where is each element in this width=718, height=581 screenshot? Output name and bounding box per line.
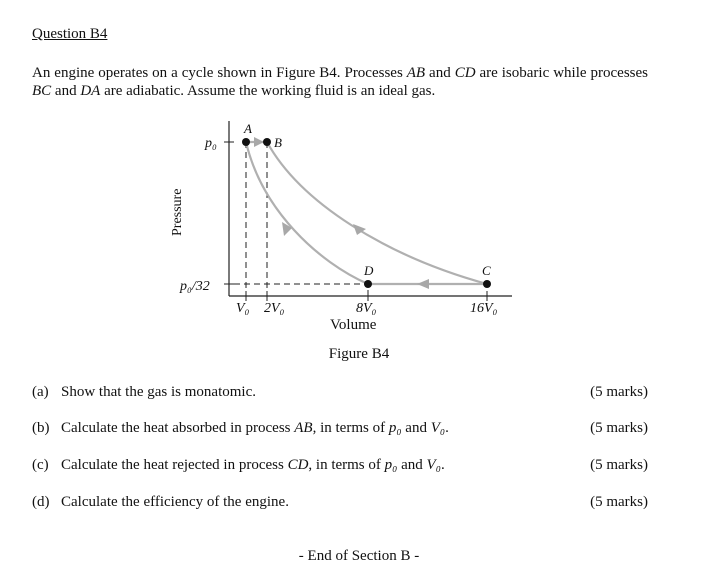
arrow-da — [282, 222, 292, 236]
part-d-label: (d) — [32, 494, 50, 510]
intro-text-3: are isobaric while processes — [475, 65, 648, 81]
part-d-text: Calculate the efficiency of the engine. — [61, 494, 289, 510]
part-c-pre: Calculate the heat rejected in process — [61, 457, 288, 473]
arrow-ab — [254, 137, 264, 147]
part-c-label: (c) — [32, 457, 49, 473]
point-d-dot — [364, 280, 372, 288]
point-b-dot — [263, 138, 271, 146]
part-c-v0: V₀ — [426, 457, 441, 473]
pressure-top-label: p₀ — [205, 136, 217, 151]
intro-da: DA — [80, 83, 101, 99]
x-tick-label-2v0: 2V₀ — [264, 301, 285, 316]
x-tick-label-8v0: 8V₀ — [356, 301, 377, 316]
arrow-cd — [417, 279, 429, 289]
y-axis-title: Pressure — [170, 188, 185, 236]
part-b-v0: V₀ — [430, 420, 446, 436]
part-b-and: and — [401, 420, 431, 436]
process-da-curve — [246, 142, 368, 284]
x-tick-label-16v0: 16V₀ — [470, 301, 498, 316]
part-b-process: AB — [294, 420, 313, 436]
part-b-p0: p₀ — [388, 420, 402, 436]
part-d-marks: (5 marks) — [590, 494, 648, 510]
intro-text-1: An engine operates on a cycle shown in Figure B4. Processes — [32, 65, 407, 81]
question-heading: Question B4 — [32, 26, 108, 42]
figure-caption: Figure B4 — [328, 346, 390, 362]
point-a-label: A — [244, 121, 252, 136]
part-b-marks: (5 marks) — [590, 420, 648, 436]
x-tick-label-v0: V₀ — [236, 301, 250, 316]
intro-ab: AB — [406, 65, 426, 81]
intro-cd: CD — [454, 65, 476, 81]
point-a-dot — [242, 138, 250, 146]
part-b-end: . — [445, 420, 449, 436]
part-b-pre: Calculate the heat absorbed in process — [61, 420, 295, 436]
part-c-marks: (5 marks) — [590, 457, 648, 473]
intro-text-2: and — [425, 65, 455, 81]
intro-text-5: are adiabatic. Assume the working fluid is an ideal gas. — [100, 83, 436, 99]
part-c-process: CD — [287, 457, 309, 473]
section-end-note: - End of Section B - — [298, 548, 420, 564]
intro-text-4: and — [51, 83, 81, 99]
process-bc-curve — [267, 142, 487, 284]
part-b-mid: , in terms of — [312, 420, 389, 436]
part-c-and: and — [397, 457, 427, 473]
part-b-label: (b) — [32, 420, 50, 436]
part-a-label: (a) — [32, 384, 49, 400]
part-a-marks: (5 marks) — [590, 384, 648, 400]
part-c-p0: p₀ — [384, 457, 398, 473]
part-c-text — [61, 457, 445, 474]
part-a-text: Show that the gas is monatomic. — [61, 384, 256, 400]
point-d-label: D — [364, 263, 374, 278]
part-b-text — [61, 420, 449, 437]
point-b-label: B — [274, 135, 282, 150]
point-c-dot — [483, 280, 491, 288]
part-c-mid: , in terms of — [308, 457, 385, 473]
point-c-label: C — [482, 263, 491, 278]
x-axis-title: Volume — [330, 317, 377, 333]
part-c-end: . — [440, 457, 445, 473]
pressure-bottom-label: p₀/32 — [180, 279, 210, 294]
intro-bc: BC — [32, 83, 52, 99]
